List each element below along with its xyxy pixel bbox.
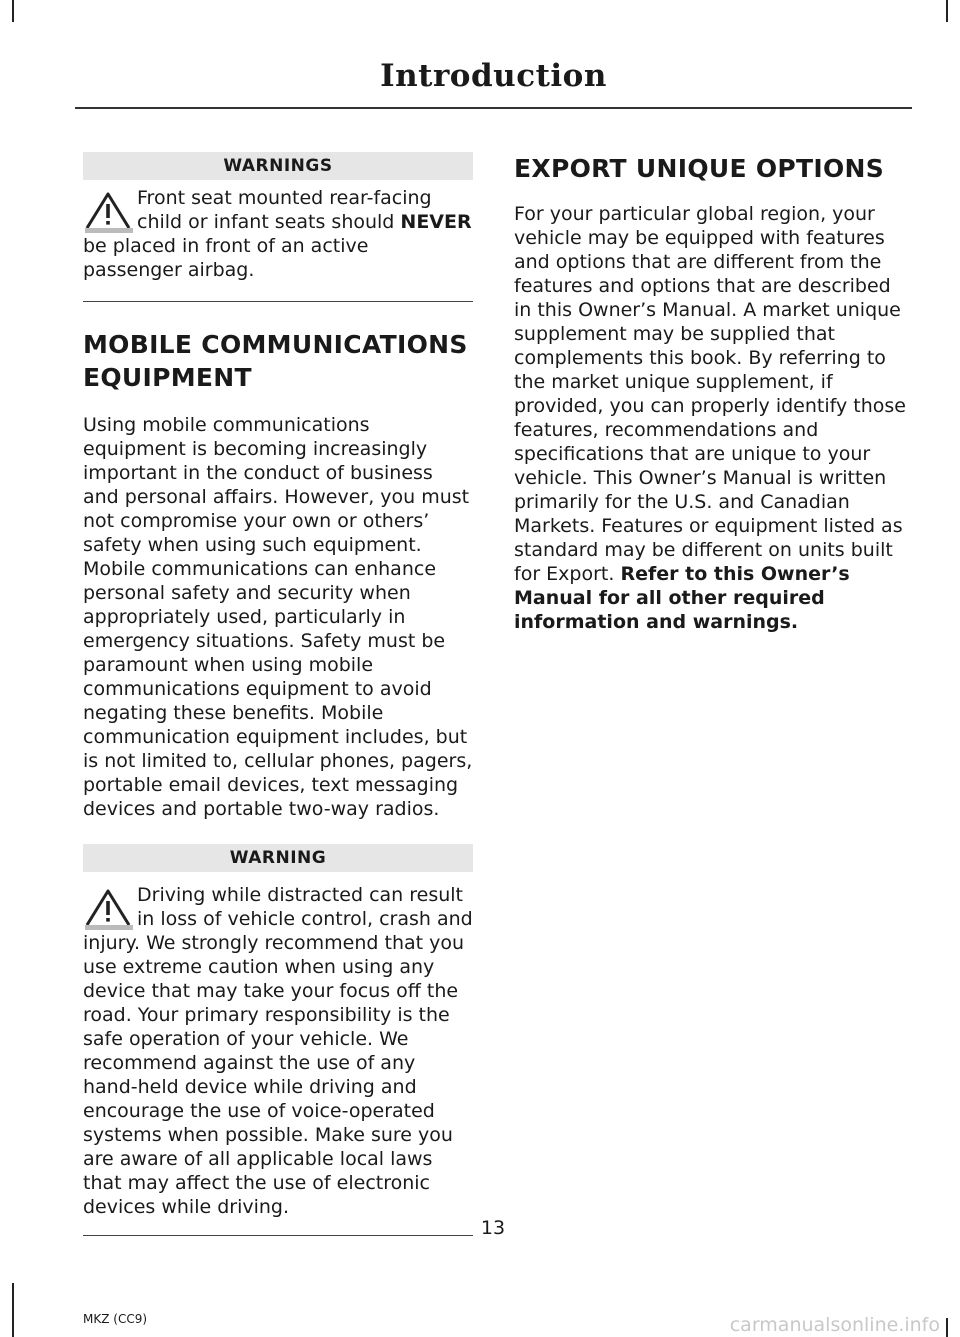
warning-body <box>83 186 473 282</box>
export-body-text: For your particular global region, your vehicle may be equipped with features and options that are different from the features and options that are described in this Owner’s Manual. A market unique supplement may be supplied that complements this book. By referring to the market unique supplement, if provided, you can properly identify those features, recommendations and specifications that are unique to your vehicle. This Owner’s Manual is written primarily for the U.S. and Canadian Markets. Features or equipment listed as standard may be different on units built for Export. <box>514 203 906 585</box>
crop-mark-top-left <box>12 0 14 22</box>
warning-body <box>83 883 473 1219</box>
section-title-line2: EQUIPMENT <box>83 363 252 392</box>
crop-mark-bottom-right <box>946 1318 948 1337</box>
warning-text-before: Front seat mounted rear-facing child or infant seats should <box>137 187 432 233</box>
warning-bottom-rule <box>83 301 473 302</box>
section-title-line1: MOBILE COMMUNICATIONS <box>83 330 468 359</box>
crop-mark-bottom-left <box>12 1283 14 1337</box>
warning-triangle-icon <box>83 887 133 931</box>
footer-model: MKZ (CC9) <box>83 1312 148 1326</box>
page-number: 13 <box>480 1217 506 1239</box>
warning-text-after: be placed in front of an active passenger airbag. <box>83 235 369 281</box>
warning-box-child-seat <box>83 152 473 302</box>
warning-triangle-icon <box>83 190 133 234</box>
left-column <box>83 152 473 1236</box>
crop-mark-top-right <box>946 0 948 22</box>
warning-text-emphasis: NEVER <box>400 211 472 233</box>
watermark: carmanualsonline.info <box>729 1314 940 1336</box>
section-body-export <box>514 202 906 634</box>
section-body: Using mobile communications equipment is becoming increasingly important in the conduct of business and personal affairs. However, you must not compromise your own or others’ safety when using such equipment. Mobile communications can enhance personal safety and security when appropriately used, particularly in emergency situations. Safety must be paramount when using mobile communications equipment to avoid negating these benefits. Mobile communication equipment includes, but is not limited to, cellular phones, pagers, portable email devices, text messaging devices and portable two-way radios. <box>83 414 473 820</box>
section-mobile-communications <box>83 328 473 821</box>
export-body-emphasis: Refer to this Owner’s Manual for all other required information and warnings. <box>514 563 850 633</box>
warning-text: Driving while distracted can result in loss of vehicle control, crash and injury. We strongly recommend that you use extreme caution when using any device that may take your focus off the road. Your primary responsibility is the safe operation of your vehicle. We recommend against the use of any hand-held device while driving and encourage the use of voice-operated systems when possible. Make sure you are aware of all applicable local laws that may affect the use of electronic devices while driving. <box>83 884 473 1218</box>
page-title: Introduction <box>380 58 607 94</box>
section-title-export: EXPORT UNIQUE OPTIONS <box>514 154 885 183</box>
header-divider <box>75 107 912 109</box>
warning-box-distraction <box>83 844 473 1236</box>
right-column <box>514 152 906 634</box>
warning-heading: WARNINGS <box>83 152 473 180</box>
warning-heading: WARNING <box>83 844 473 872</box>
